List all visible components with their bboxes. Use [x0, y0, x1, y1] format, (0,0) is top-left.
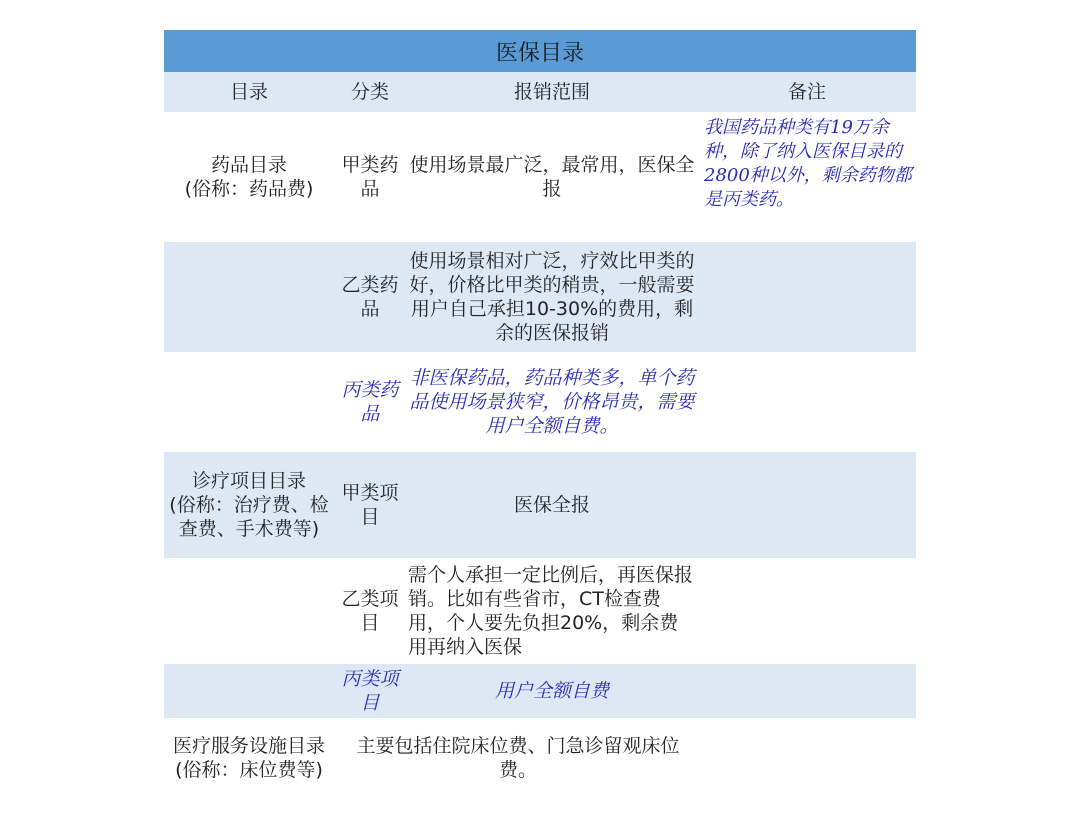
- scope-cell: 使用场景最广泛，最常用，医保全报: [409, 154, 695, 200]
- table-row: [164, 718, 916, 798]
- table-title: 医保目录: [164, 30, 916, 72]
- category-cell: 丙类药品: [341, 379, 399, 425]
- scope-cell: 需个人承担一定比例后，再医保报销。比如有些省市，CT检查费用，个人要先负担20%，剩余费用再纳入医保: [408, 564, 694, 658]
- scope-cell: 非医保药品，药品种类多，单个药品使用场景狭窄，价格昂贵，需要用户全额自费。: [409, 367, 695, 437]
- scope-cell: 医保全报: [513, 494, 590, 516]
- category-cell: 乙类项目: [341, 588, 399, 634]
- note-cell: [698, 242, 916, 352]
- note-cell: 我国药品种类有19万余种，除了纳入医保目录的2800种以外，剩余药物都是丙类药。: [704, 117, 912, 210]
- header-catalog: 目录: [229, 81, 268, 103]
- table-row: [164, 242, 916, 352]
- category-cell: 乙类药品: [341, 274, 399, 320]
- catalog-cell: [164, 242, 334, 352]
- scope-cell: 使用场景相对广泛，疗效比甲类的好，价格比甲类的稍贵，一般需要用户自己承担10-30%的费用，剩余的医保报销: [409, 250, 695, 344]
- table-row: [164, 664, 916, 718]
- table-row: [164, 352, 916, 452]
- scope-cell: 主要包括住院床位费、门急诊留观床位费。: [356, 735, 680, 781]
- catalog-cell: [164, 558, 334, 664]
- table-row: [164, 112, 916, 242]
- medical-insurance-table: [164, 30, 916, 798]
- catalog-cell: [164, 664, 334, 718]
- note-cell: [698, 664, 916, 718]
- header-row: [164, 72, 916, 112]
- header-note: 备注: [787, 81, 826, 103]
- category-cell: 丙类项目: [341, 668, 399, 714]
- note-cell: [698, 352, 916, 452]
- category-cell: 甲类药品: [341, 154, 399, 200]
- header-category: 分类: [350, 81, 389, 103]
- table-row: [164, 558, 916, 664]
- catalog-cell: 诊疗项目目录 (俗称：治疗费、检查费、手术费等): [169, 470, 329, 540]
- category-cell: 甲类项目: [341, 482, 399, 528]
- header-scope: 报销范围: [513, 81, 590, 103]
- table-row: [164, 452, 916, 558]
- note-cell: [698, 558, 916, 664]
- scope-cell: 用户全额自费: [494, 680, 609, 702]
- catalog-cell: 医疗服务设施目录 (俗称：床位费等): [172, 735, 325, 781]
- catalog-cell: [164, 352, 334, 452]
- catalog-cell: 药品目录 (俗称：药品费): [184, 154, 314, 200]
- scope-span: [334, 718, 844, 798]
- note-cell: [698, 452, 916, 558]
